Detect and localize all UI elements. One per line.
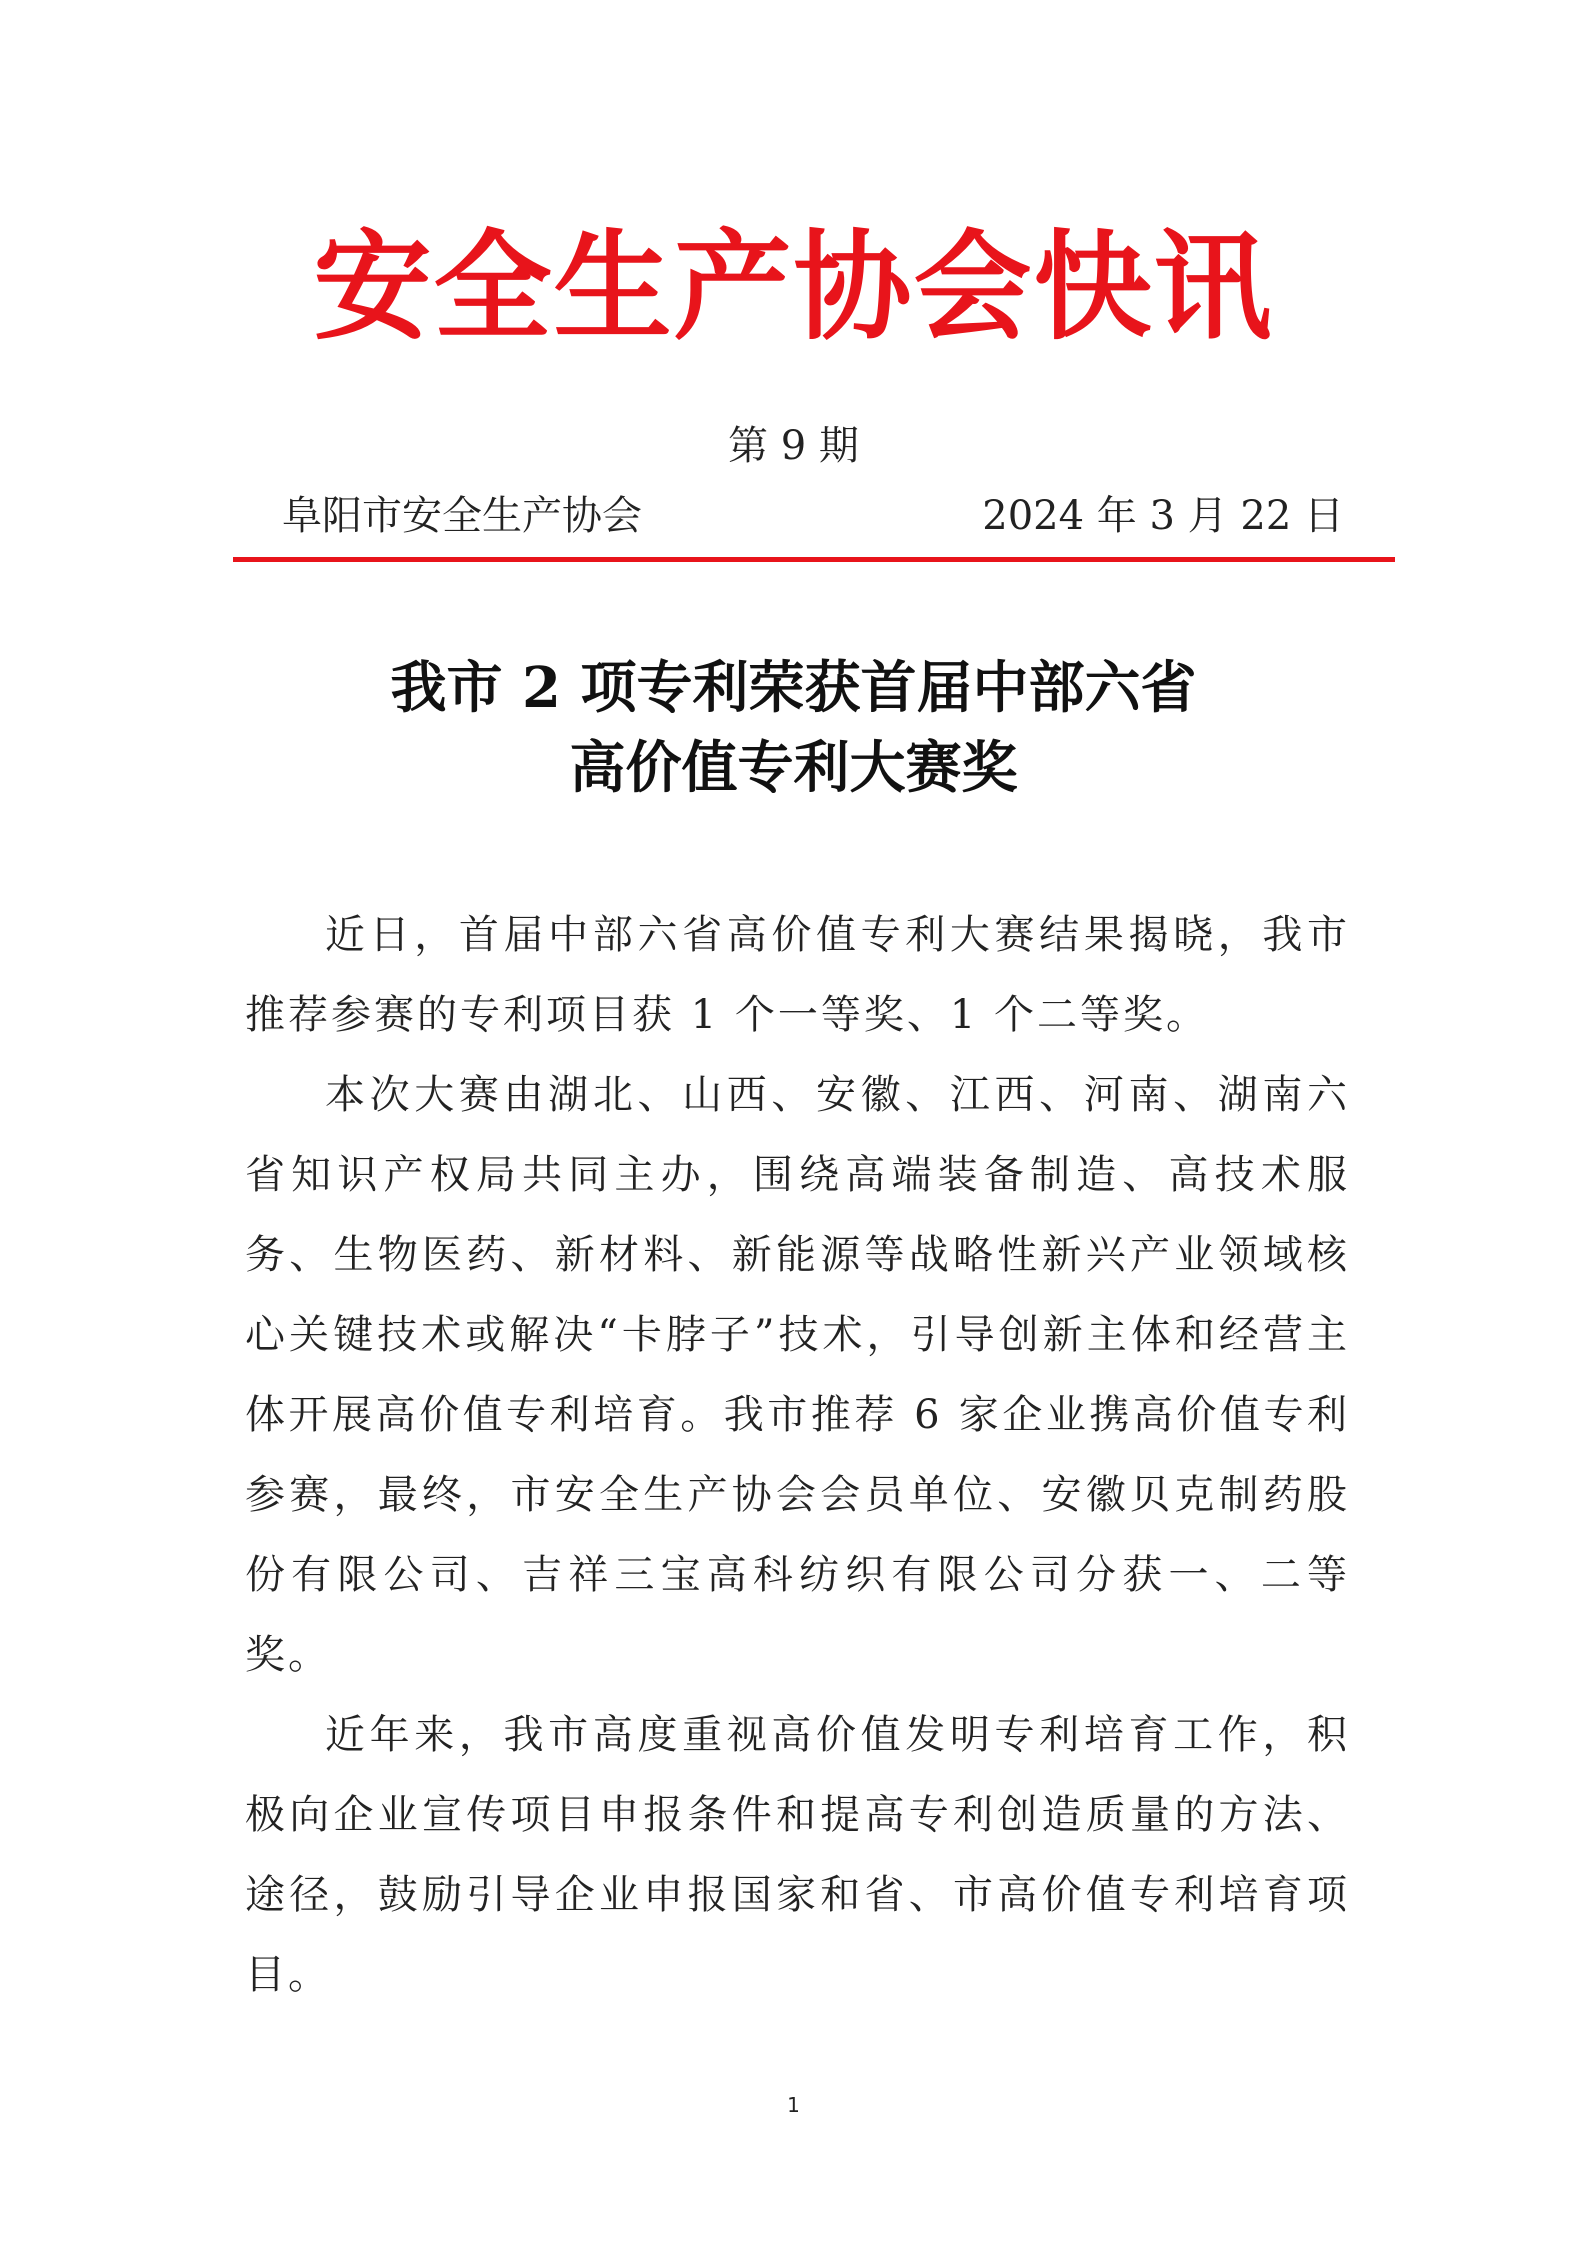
red-divider	[233, 557, 1395, 562]
article-title-line-2: 高价值专利大赛奖	[569, 735, 1018, 801]
meta-row	[282, 490, 1344, 542]
paragraph: 近年来，我市高度重视高价值发明专利培育工作，积极向企业宣传项目申报条件和提高专利创造质量的方法、途径，鼓励引导企业申报国家和省、市高价值专利培育项目。	[245, 1712, 1350, 1998]
article-title-line-1: 我市 2 项专利荣获首届中部六省	[390, 655, 1197, 721]
page-number: 1	[787, 2093, 800, 2117]
publish-date: 2024 年 3 月 22 日	[982, 493, 1344, 539]
article-body	[245, 895, 1350, 2015]
paragraph: 近日，首届中部六省高价值专利大赛结果揭晓，我市推荐参赛的专利项目获 1 个一等奖、1 个二等奖。	[245, 912, 1350, 1038]
article-title	[0, 648, 1587, 808]
publisher-name: 阜阳市安全生产协会	[282, 493, 642, 539]
issue-number: 第 9 期	[728, 423, 859, 469]
paragraph: 本次大赛由湖北、山西、安徽、江西、河南、湖南六省知识产权局共同主办，围绕高端装备制造、高技术服务、生物医药、新材料、新能源等战略性新兴产业领域核心关键技术或解决“卡脖子”技术，引导创新主体和经营主体开展高价值专利培育。我市推荐 6 家企业携高价值专利参赛，最终，市安全生产协会会员单位、安徽贝克制药股份有限公司、吉祥三宝高科纺织有限公司分获一、二等奖。	[245, 1072, 1350, 1678]
masthead-title: 安全生产协会快讯	[313, 218, 1274, 356]
